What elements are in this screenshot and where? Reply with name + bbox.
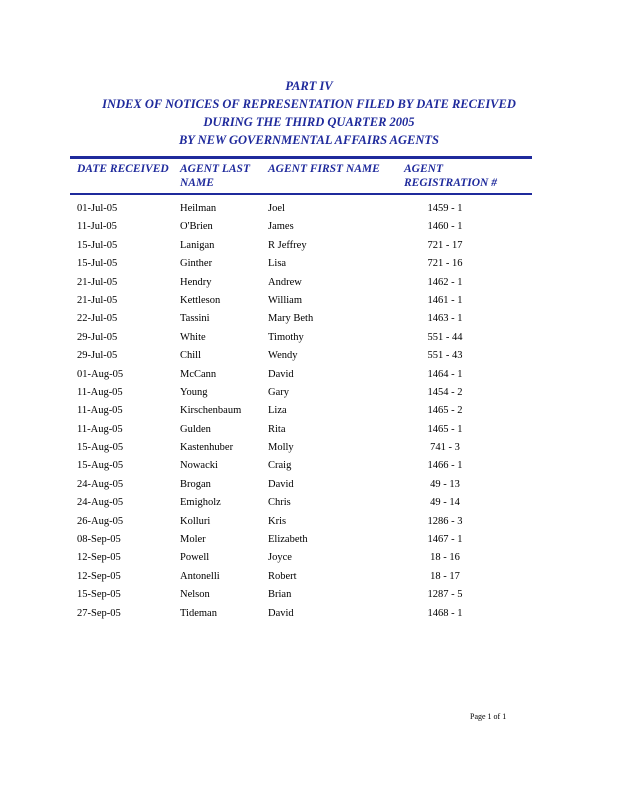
agent-registration-cell: 1466 - 1 — [427, 460, 463, 472]
agent-last-name-cell: Kastenhuber — [180, 442, 234, 454]
agent-last-name-cell: Moler — [180, 534, 206, 546]
agent-last-name-cell: Chill — [180, 350, 202, 362]
agent-first-name-cell: Joyce — [268, 552, 292, 564]
agent-first-name-cell: Liza — [268, 405, 287, 417]
date-received-cell: 12-Sep-05 — [77, 552, 121, 564]
date-received-cell: 21-Jul-05 — [77, 294, 118, 306]
header-top-rule — [70, 156, 532, 159]
agent-first-name-cell: Timothy — [268, 331, 304, 343]
agent-registration-cell: 49 - 14 — [430, 497, 460, 509]
agent-last-name-cell: Kirschenbaum — [180, 405, 242, 417]
agent-first-name-cell: Elizabeth — [268, 534, 308, 546]
agent-first-name-cell: Chris — [268, 497, 291, 509]
agent-last-name-cell: Young — [180, 386, 208, 398]
agent-first-name-cell: James — [268, 221, 294, 233]
table-row — [0, 255, 618, 273]
date-received-cell: 15-Aug-05 — [77, 460, 124, 472]
page-number: Page 1 of 1 — [470, 712, 507, 721]
agent-registration-cell: 18 - 16 — [430, 552, 460, 564]
date-received-cell: 15-Jul-05 — [77, 239, 118, 251]
agent-last-name-cell: Ginther — [180, 258, 213, 270]
agent-last-name-cell: Lanigan — [180, 239, 215, 251]
table-row — [0, 513, 618, 531]
agent-first-name-cell: Robert — [268, 570, 297, 582]
agent-last-name-cell: Brogan — [180, 478, 211, 490]
agent-last-name-cell: Nelson — [180, 589, 210, 601]
table-row — [0, 605, 618, 623]
agent-registration-cell: 721 - 17 — [427, 239, 463, 251]
table-row — [0, 494, 618, 512]
date-received-cell: 08-Sep-05 — [77, 534, 121, 546]
agent-table-body — [0, 200, 618, 623]
agent-first-name-cell: Brian — [268, 589, 292, 601]
column-header-date-received: DATE RECEIVED — [77, 163, 169, 175]
table-row — [0, 292, 618, 310]
agent-last-name-cell: Nowacki — [180, 460, 218, 472]
agent-registration-cell: 741 - 3 — [430, 442, 460, 454]
agent-registration-cell: 18 - 17 — [430, 570, 460, 582]
agent-last-name-cell: Gulden — [180, 423, 211, 435]
date-received-cell: 22-Jul-05 — [77, 313, 118, 325]
agent-first-name-cell: Lisa — [268, 258, 287, 270]
table-row — [0, 549, 618, 567]
agent-registration-cell: 1462 - 1 — [427, 276, 463, 288]
table-row — [0, 310, 618, 328]
agent-first-name-cell: William — [268, 294, 302, 306]
agent-registration-cell: 1460 - 1 — [427, 221, 463, 233]
agent-registration-cell: 1286 - 3 — [427, 515, 463, 527]
table-row — [0, 568, 618, 586]
agent-last-name-cell: Emigholz — [180, 497, 221, 509]
date-received-cell: 11-Aug-05 — [77, 423, 123, 435]
part-title: PART IV — [285, 79, 333, 93]
agent-last-name-cell: Kettleson — [180, 294, 221, 306]
table-row — [0, 586, 618, 604]
agent-last-name-cell: Antonelli — [180, 570, 220, 582]
table-row — [0, 531, 618, 549]
agent-first-name-cell: Craig — [268, 460, 292, 472]
column-header-agent-first-name: AGENT FIRST NAME — [268, 163, 380, 175]
agent-last-name-cell: White — [180, 331, 206, 343]
document-title: INDEX OF NOTICES OF REPRESENTATION FILED BY DATE RECEIVED — [102, 97, 516, 111]
agent-last-name-cell: Tideman — [180, 607, 217, 619]
document-subtitle-quarter: DURING THE THIRD QUARTER 2005 — [203, 115, 415, 129]
agent-registration-cell: 1463 - 1 — [427, 313, 463, 325]
agent-last-name-cell: Hendry — [180, 276, 212, 288]
date-received-cell: 27-Sep-05 — [77, 607, 121, 619]
date-received-cell: 11-Aug-05 — [77, 386, 123, 398]
agent-registration-cell: 49 - 13 — [430, 478, 460, 490]
table-row — [0, 439, 618, 457]
agent-last-name-cell: McCann — [180, 368, 217, 380]
date-received-cell: 11-Aug-05 — [77, 405, 123, 417]
agent-first-name-cell: Joel — [268, 203, 285, 214]
agent-first-name-cell: Rita — [268, 423, 286, 435]
date-received-cell: 24-Aug-05 — [77, 478, 124, 490]
agent-last-name-cell: Powell — [180, 552, 210, 564]
column-header-agent-last-name: AGENT LAST NAME — [180, 163, 250, 189]
agent-first-name-cell: Wendy — [268, 350, 298, 362]
date-received-cell: 01-Aug-05 — [77, 368, 124, 380]
agent-first-name-cell: Andrew — [268, 276, 302, 288]
agent-registration-cell: 1459 - 1 — [427, 203, 463, 214]
date-received-cell: 21-Jul-05 — [77, 276, 118, 288]
table-row — [0, 200, 618, 218]
agent-first-name-cell: Mary Beth — [268, 313, 314, 325]
date-received-cell: 15-Aug-05 — [77, 442, 124, 454]
table-row — [0, 457, 618, 475]
agent-registration-cell: 1461 - 1 — [427, 294, 463, 306]
date-received-cell: 24-Aug-05 — [77, 497, 124, 509]
agent-first-name-cell: Gary — [268, 386, 289, 398]
date-received-cell: 12-Sep-05 — [77, 570, 121, 582]
table-row — [0, 218, 618, 236]
agent-last-name-cell: Tassini — [180, 313, 210, 325]
date-received-cell: 29-Jul-05 — [77, 331, 118, 343]
document-subtitle-agents: BY NEW GOVERNMENTAL AFFAIRS AGENTS — [178, 133, 440, 147]
agent-registration-cell: 1467 - 1 — [427, 534, 463, 546]
table-row — [0, 421, 618, 439]
agent-registration-cell: 1287 - 5 — [427, 589, 463, 601]
agent-registration-cell: 551 - 44 — [427, 331, 463, 343]
date-received-cell: 29-Jul-05 — [77, 350, 118, 362]
agent-first-name-cell: R Jeffrey — [268, 239, 307, 251]
agent-registration-cell: 551 - 43 — [427, 350, 463, 362]
date-received-cell: 15-Sep-05 — [77, 589, 121, 601]
column-header-agent-registration: AGENT REGISTRATION # — [404, 163, 497, 189]
agent-first-name-cell: Kris — [268, 515, 287, 527]
agent-registration-cell: 1464 - 1 — [427, 368, 463, 380]
table-row — [0, 402, 618, 420]
agent-registration-cell: 1454 - 2 — [427, 386, 463, 398]
date-received-cell: 15-Jul-05 — [77, 258, 118, 270]
agent-registration-cell: 721 - 16 — [427, 258, 463, 270]
table-row — [0, 384, 618, 402]
agent-first-name-cell: David — [268, 368, 294, 380]
date-received-cell: 26-Aug-05 — [77, 515, 124, 527]
agent-first-name-cell: Molly — [268, 442, 294, 454]
table-row — [0, 347, 618, 365]
agent-registration-cell: 1468 - 1 — [427, 607, 463, 619]
table-row — [0, 366, 618, 384]
date-received-cell: 11-Jul-05 — [77, 221, 117, 233]
date-received-cell: 01-Jul-05 — [77, 203, 118, 214]
agent-registration-cell: 1465 - 1 — [427, 423, 463, 435]
agent-last-name-cell: Heilman — [180, 203, 217, 214]
agent-last-name-cell: Kolluri — [180, 515, 211, 527]
table-row — [0, 274, 618, 292]
table-row — [0, 237, 618, 255]
agent-last-name-cell: O'Brien — [180, 221, 213, 233]
header-bottom-rule — [70, 193, 532, 195]
agent-first-name-cell: David — [268, 478, 294, 490]
agent-first-name-cell: David — [268, 607, 294, 619]
agent-registration-cell: 1465 - 2 — [427, 405, 463, 417]
table-row — [0, 476, 618, 494]
table-row — [0, 329, 618, 347]
